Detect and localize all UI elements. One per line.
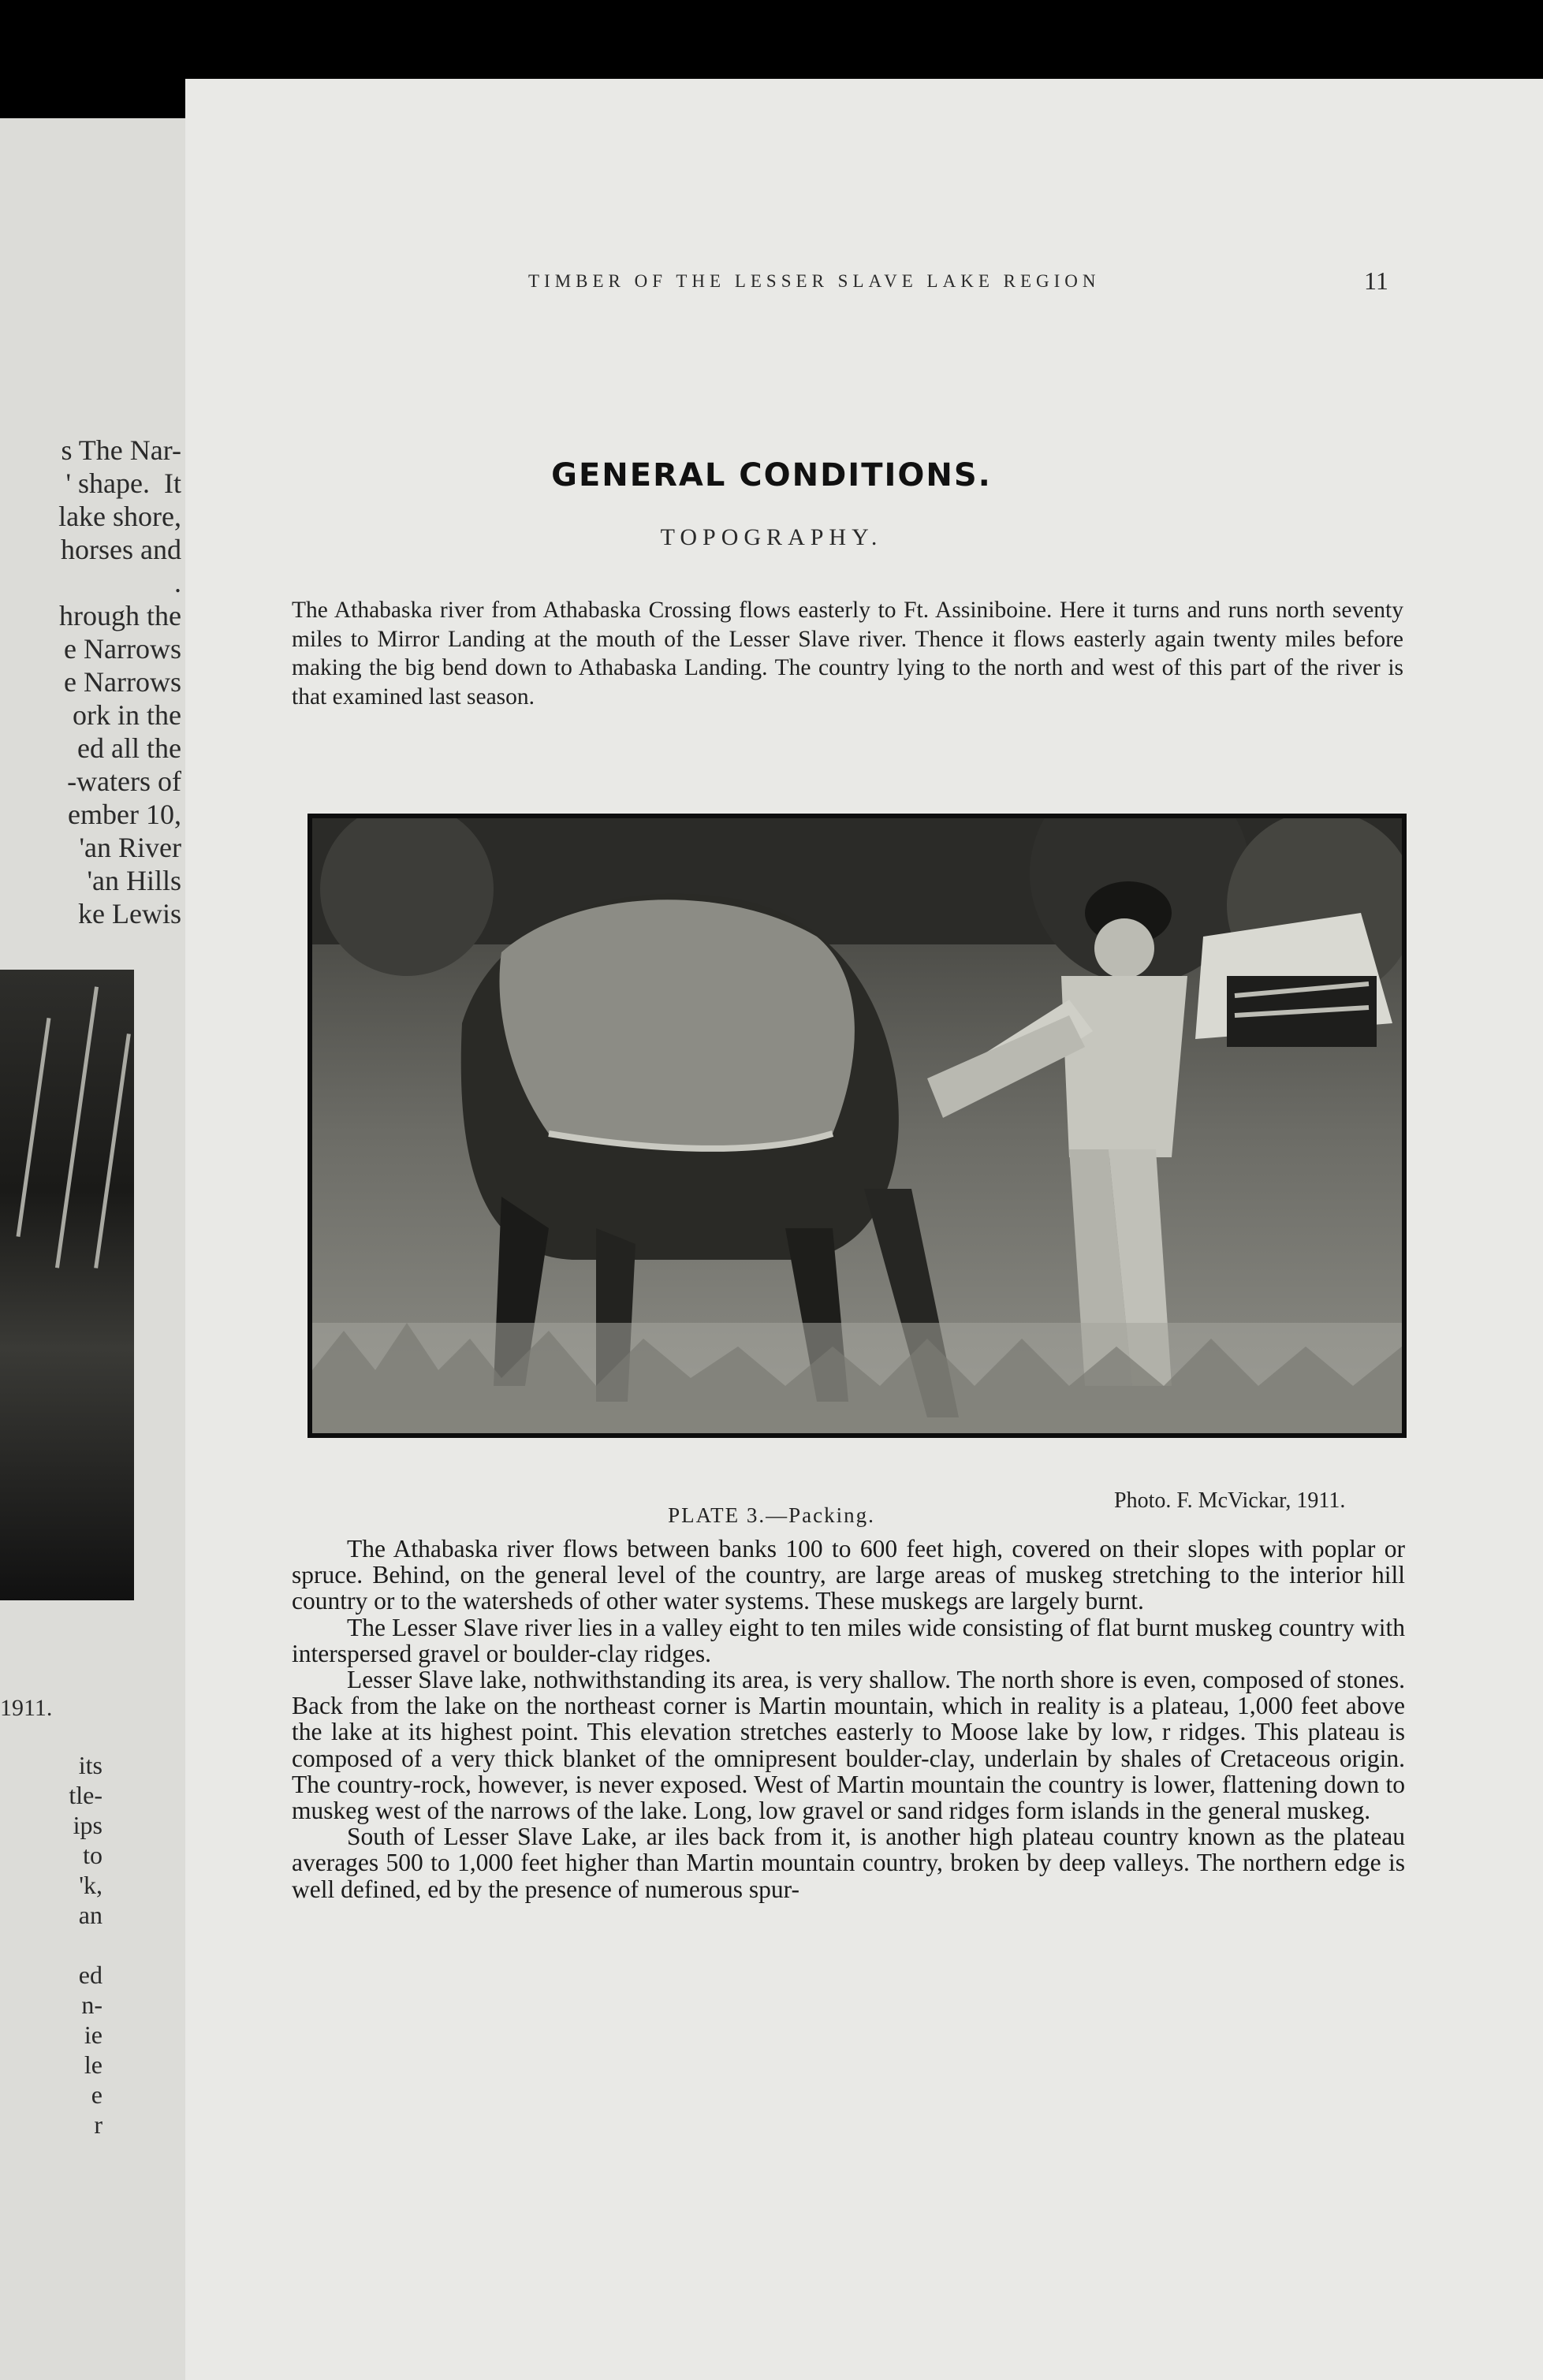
facing-text-line: ' shape. It [65,467,181,499]
photo-credit: Photo. F. McVickar, 1911. [1114,1488,1346,1513]
paragraph-athabaska-river: The Athabaska river flows between banks 100 to 600 feet high, covered on their slopes with poplar or spruce. Behind, on the general level of the country, are large areas of muskeg stretching to the interior hill country or to the watersheds of other water systems. These muskegs are largely burnt. [292,1535,1405,1615]
facing-text-line: s The Nar- [61,434,181,466]
packing-photo-illustration [312,818,1402,1433]
facing-text-2-line: 'k, [79,1871,102,1899]
facing-text-2-line: ips [73,1811,102,1839]
body-text [292,1536,1405,1902]
facing-text-2-line: e [91,2080,102,2109]
facing-text-line: ed all the [77,732,181,764]
facing-text-line: -waters of [67,765,181,797]
plate-caption: PLATE 3.—Packing. [668,1503,875,1527]
facing-text-line: hrough the [59,600,181,631]
facing-text-2-line: ie [84,2021,102,2049]
facing-text-2-line [0,1930,102,1960]
facing-page-text [0,434,181,930]
section-title: GENERAL CONDITIONS. [551,457,992,494]
facing-text-2-line: n- [81,1991,102,2019]
running-header: TIMBER OF THE LESSER SLAVE LAKE REGION [528,271,1101,291]
facing-text-line: lake shore, [58,501,181,532]
facing-text-line: ke Lewis [78,898,181,929]
facing-text-line: 'an Hills [87,865,181,896]
facing-text-2-line: its [78,1751,102,1779]
facing-text-2-line: tle- [69,1781,102,1809]
facing-page-caption: 1911. [0,1695,53,1721]
facing-text-line: e Narrows [64,666,181,698]
page-number: 11 [1364,266,1388,295]
facing-text-line: e Narrows [64,633,181,665]
plate-photo-packing [307,814,1407,1438]
facing-text-2-line: ed [78,1961,102,1989]
subsection-title: TOPOGRAPHY. [660,524,883,550]
facing-text-2-line: an [78,1901,102,1929]
facing-text-line: . [174,567,181,598]
facing-text-line: ember 10, [68,799,181,830]
facing-text-line: 'an River [79,832,181,863]
facing-text-2-line: r [94,2110,102,2139]
paragraph-south-plateau: South of Lesser Slave Lake, ar iles back from it, is another high plateau country known as the plateau averages 500 to 1,000 feet higher than Martin mountain country, broken by deep valleys. The northern edge is well defined, ed by the presence of numerous spur- [292,1823,1405,1903]
facing-text-2-line: le [84,2050,102,2079]
paragraph-lesser-slave-lake: Lesser Slave lake, nothwithstanding its area, is very shallow. The north shore is even, composed of stones. Back from the lake on the northeast corner is Martin mountain, which in reality is a plateau, 1,000 feet above the lake at its highest point. This elevation stretches easterly to Moose lake by low, r ridges. This plateau is composed of a very thick blanket of the omnipresent boulder-clay, underlain by shales of Cretaceous origin. The country-rock, however, is never exposed. West of Martin mountain the country is lower, flattening down to muskeg west of the narrows of the lake. Long, low gravel or sand ridges form islands in the general muskeg. [292,1666,1405,1825]
facing-page-text-2 [0,1750,102,2140]
facing-text-line: ork in the [73,699,181,731]
facing-text-line: horses and [61,534,181,565]
facing-text-2-line: to [83,1841,102,1869]
paragraph-lesser-slave-river: The Lesser Slave river lies in a valley eight to ten miles wide consisting of flat burnt muskeg country with interspersed gravel or boulder-clay ridges. [292,1613,1405,1667]
intro-paragraph: The Athabaska river from Athabaska Crossing flows easterly to Ft. Assiniboine. Here it turns and runs north seventy miles to Mirror Landing at the mouth of the Lesser Slave river. Thence it flows easterly again twenty miles before making the big bend down to Athabaska Landing. The country lying to the north and west of this part of the river is that examined last season. [292,598,1403,710]
